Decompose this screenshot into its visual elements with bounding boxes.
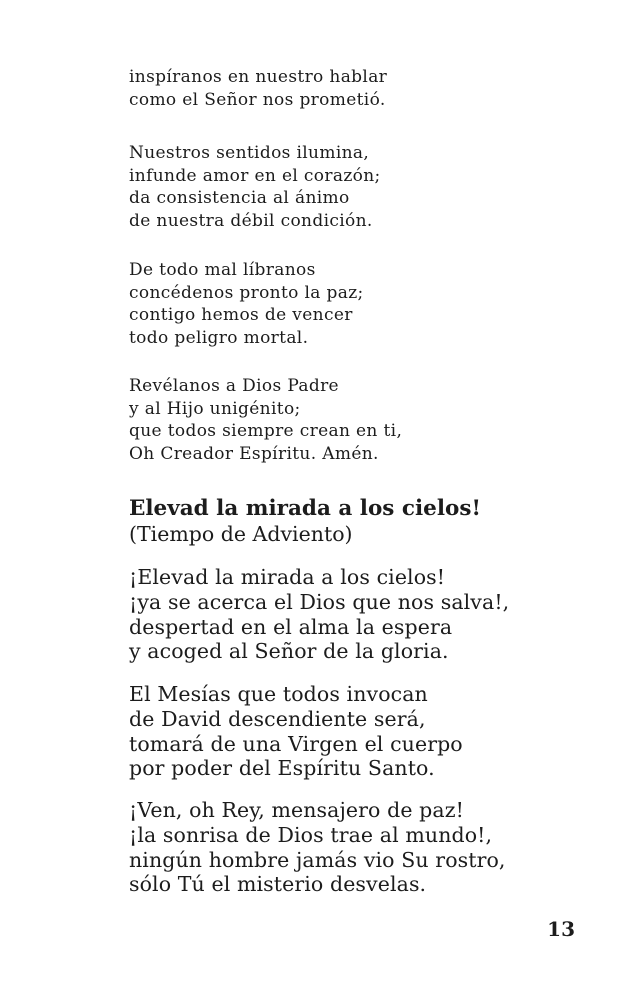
verse-line: sólo Tú el misterio desvelas. (129, 872, 427, 897)
verse-line: despertad en el alma la espera (129, 614, 453, 639)
verse-line: infunde amor en el corazón; (129, 165, 381, 186)
stanza (129, 798, 506, 897)
hymn-title: Elevad la mirada a los cielos! (129, 496, 481, 521)
verse-line: da consistencia al ánimo (129, 188, 350, 209)
verse-line: y acoged al Señor de la gloria. (129, 639, 449, 664)
verse-line: tomará de una Virgen el cuerpo (129, 731, 463, 756)
stanza (129, 565, 509, 664)
stanza (129, 259, 364, 350)
verse-line: ¡la sonrisa de Dios trae al mundo!, (129, 822, 493, 847)
verse-line: que todos siempre crean en ti, (129, 421, 403, 442)
verse-line: de David descendiente será, (129, 706, 426, 731)
stanza (129, 682, 463, 781)
verse-line: ¡Ven, oh Rey, mensajero de paz! (129, 798, 464, 822)
verse-line: como el Señor nos prometió. (129, 89, 386, 110)
verse-line: De todo mal líbranos (129, 260, 316, 280)
verse-line: por poder del Espíritu Santo. (129, 756, 435, 781)
verse-line: de nuestra débil condición. (129, 211, 373, 232)
stanza (129, 375, 402, 466)
verse-line: ¡Elevad la mirada a los cielos! (129, 565, 446, 589)
verse-line: Revélanos a Dios Padre (129, 376, 339, 396)
hymn-heading (129, 496, 481, 547)
verse-line: y al Hijo unigénito; (129, 398, 301, 419)
stanza (129, 66, 387, 111)
hymn-subtitle: (Tiempo de Adviento) (129, 522, 353, 546)
verse-line: todo peligro mortal. (129, 328, 309, 349)
stanza (129, 142, 381, 233)
verse-line: ningún hombre jamás vio Su rostro, (129, 847, 506, 872)
verse-line: Oh Creador Espíritu. Amén. (129, 444, 379, 465)
verse-line: Nuestros sentidos ilumina, (129, 143, 370, 163)
verse-line: concédenos pronto la paz; (129, 282, 364, 303)
verse-line: contigo hemos de vencer (129, 305, 353, 326)
verse-line: ¡ya se acerca el Dios que nos salva!, (129, 589, 510, 614)
verse-line: El Mesías que todos invocan (129, 682, 428, 706)
page-number: 13 (547, 917, 575, 941)
verse-line: inspíranos en nuestro hablar (129, 67, 388, 87)
